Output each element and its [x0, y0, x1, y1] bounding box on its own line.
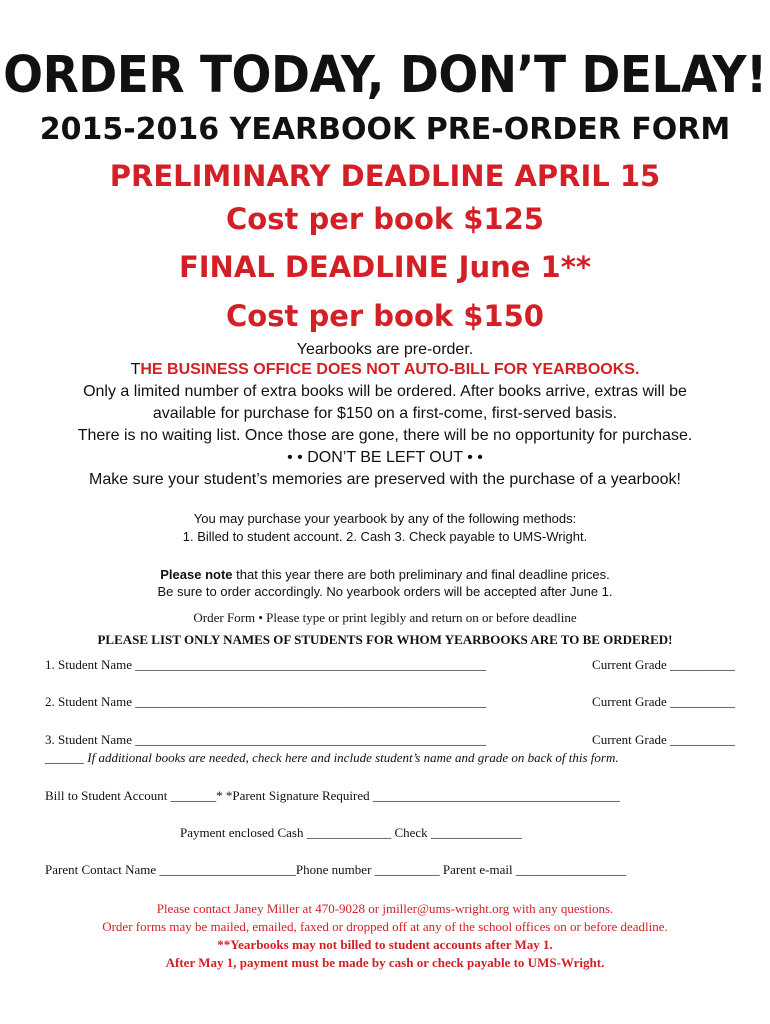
student-name-field-1[interactable]: 1. Student Name ______________________________________________________	[45, 657, 487, 672]
additional-books-checkbox[interactable]: ______	[45, 750, 84, 765]
form-subtitle: 2015-2016 YEARBOOK PRE-ORDER FORM	[39, 112, 731, 147]
student-row-1[interactable]	[45, 656, 735, 674]
note-rest: that this year there are both preliminary and final deadline prices.	[232, 567, 610, 582]
footer-contact: Please contact Janey Miller at 470-9028 or jmiller@ums-wright.org with any questions.	[156, 901, 614, 916]
form-intro: Order Form • Please type or print legibly and return on or before deadline	[193, 610, 577, 625]
info-no-autobill-text: HE BUSINESS OFFICE DOES NOT AUTO-BILL FOR YEARBOOKS.	[140, 361, 640, 378]
preliminary-deadline: PRELIMINARY DEADLINE APRIL 15	[109, 159, 661, 193]
info-no-autobill-initial: T	[130, 361, 141, 378]
note-bold: Please note	[160, 567, 233, 582]
student-name-field-3[interactable]: 3. Student Name ______________________________________________________	[45, 732, 487, 747]
note-line-2: Be sure to order accordingly. No yearbook orders will be accepted after June 1.	[157, 584, 613, 599]
current-grade-field-1[interactable]: Current Grade __________	[592, 657, 735, 672]
info-limited: Only a limited number of extra books will be ordered. After books arrive, extras will be	[83, 383, 687, 400]
student-row-3[interactable]	[45, 731, 735, 749]
final-cost: Cost per book $150	[226, 299, 544, 333]
headline: ORDER TODAY, DON’T DELAY!	[3, 45, 767, 106]
final-deadline: FINAL DEADLINE June 1**	[178, 250, 592, 284]
footer-delivery: Order forms may be mailed, emailed, faxed or dropped off at any of the school offices on or before deadline.	[102, 919, 668, 934]
current-grade-field-2[interactable]: Current Grade __________	[592, 694, 735, 709]
footer-billing-note: **Yearbooks may not billed to student accounts after May 1.	[217, 937, 553, 952]
info-no-autobill	[0, 360, 770, 380]
payment-row[interactable]: Payment enclosed Cash _____________ Check ______________	[180, 825, 522, 840]
student-row-2[interactable]	[45, 693, 735, 711]
form-instruction: PLEASE LIST ONLY NAMES OF STUDENTS FOR WHOM YEARBOOKS ARE TO BE ORDERED!	[97, 632, 673, 647]
info-preorder: Yearbooks are pre-order.	[296, 341, 474, 358]
methods-intro: You may purchase your yearbook by any of the following methods:	[193, 511, 577, 526]
info-memories: Make sure your student’s memories are preserved with the purchase of a yearbook!	[89, 471, 681, 488]
additional-books-text: If additional books are needed, check here and include student’s name and grade on back of this form.	[84, 750, 619, 765]
info-no-waitlist: There is no waiting list. Once those are gone, there will be no opportunity for purchase.	[77, 427, 693, 444]
methods-list: 1. Billed to student account. 2. Cash 3. Check payable to UMS-Wright.	[182, 529, 588, 544]
additional-books-row[interactable]	[45, 749, 735, 767]
preliminary-cost: Cost per book $125	[226, 202, 544, 236]
bill-account-row[interactable]: Bill to Student Account _______* *Parent Signature Required ______________________________________	[45, 788, 620, 803]
note-line	[0, 566, 770, 584]
info-dont-miss: • • DON’T BE LEFT OUT • •	[287, 449, 483, 466]
footer-payment-note: After May 1, payment must be made by cash or check payable to UMS-Wright.	[165, 955, 605, 970]
parent-contact-row[interactable]: Parent Contact Name _____________________Phone number __________ Parent e-mail _________________	[45, 862, 627, 877]
student-name-field-2[interactable]: 2. Student Name ______________________________________________________	[45, 694, 487, 709]
info-availability: available for purchase for $150 on a first-come, first-served basis.	[152, 405, 618, 422]
current-grade-field-3[interactable]: Current Grade __________	[592, 732, 735, 747]
